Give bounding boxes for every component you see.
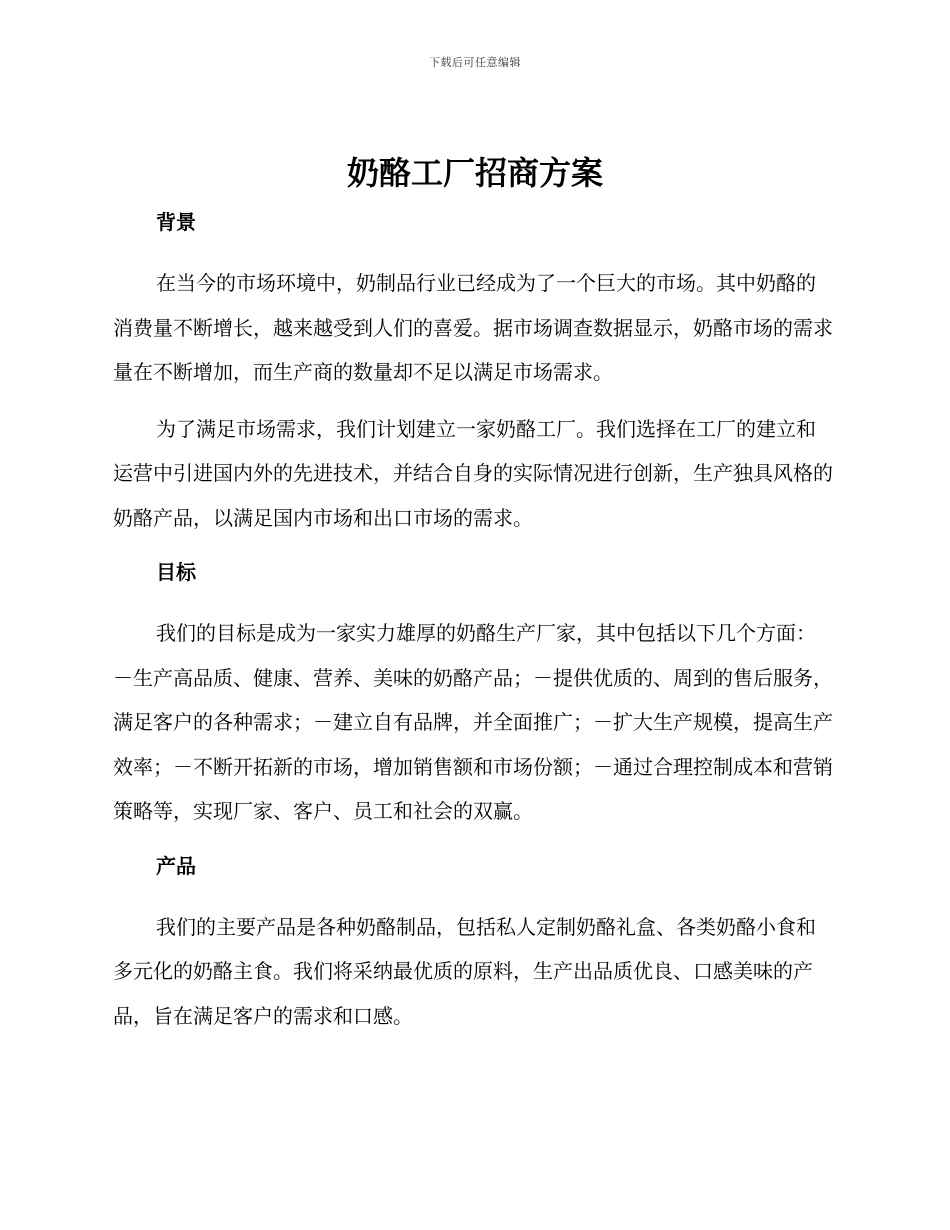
paragraph: 在当今的市场环境中，奶制品行业已经成为了一个巨大的市场。其中奶酪的消费量不断增长，越来越受到人们的喜爱。据市场调查数据显示，奶酪市场的需求量在不断增加，而生产商的数量却不足以满足市场需求。 <box>113 271 833 384</box>
paragraph: 为了满足市场需求，我们计划建立一家奶酪工厂。我们选择在工厂的建立和运营中引进国内外的先进技术，并结合自身的实际情况进行创新，生产独具风格的奶酪产品，以满足国内市场和出口市场的需求。 <box>113 416 833 530</box>
document-body <box>113 206 835 1038</box>
section-products <box>113 850 835 1039</box>
section-goals <box>113 556 835 834</box>
document-title: 奶酪工厂招商方案 <box>346 154 603 192</box>
section-heading: 产品 <box>156 853 196 878</box>
section-heading: 背景 <box>156 210 196 234</box>
header-note: 下载后可任意编辑 <box>429 56 521 69</box>
paragraph: 我们的主要产品是各种奶酪制品，包括私人定制奶酪礼盒、各类奶酪小食和多元化的奶酪主食。我们将采纳最优质的原料，生产出品质优良、口感美味的产品，旨在满足客户的需求和口感。 <box>113 914 816 1028</box>
section-background <box>113 206 835 540</box>
paragraph: 我们的目标是成为一家实力雄厚的奶酪生产厂家，其中包括以下几个方面：－生产高品质、健康、营养、美味的奶酪产品；－提供优质的、周到的售后服务，满足客户的各种需求；－建立自有品牌，并全面推广；－扩大生产规模，提高生产效率；－不断开拓新的市场，增加销售额和市场份额；－通过合理控制成本和营销策略等，实现厂家、客户、员工和社会的双赢。 <box>113 621 833 823</box>
section-heading: 目标 <box>156 560 196 584</box>
